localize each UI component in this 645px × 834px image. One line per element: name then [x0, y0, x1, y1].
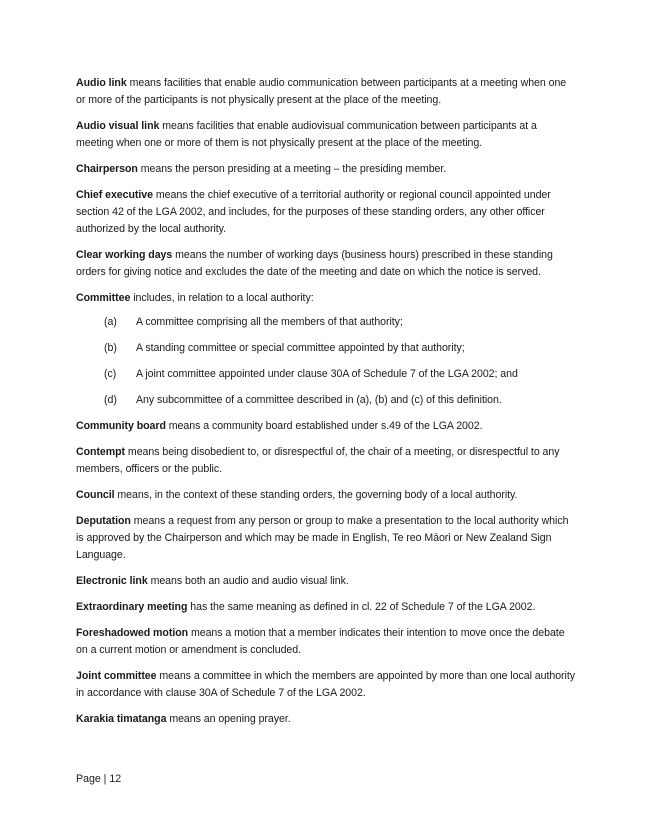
definition-electronic-link [76, 573, 576, 590]
definition-text: means facilities that enable audio communication between participants at a meeting when one or more of the participants is not physically present at the place of the meeting. [76, 77, 567, 106]
sublist-text: A joint committee appointed under clause 30A of Schedule 7 of the LGA 2002; and [136, 368, 518, 380]
definition-foreshadowed-motion [76, 625, 576, 659]
definition-text: means the number of working days (business hours) prescribed in these standing orders for giving notice and excludes the date of the meeting and date on which the notice is served. [76, 249, 553, 278]
sublist-label: (c) [104, 368, 117, 380]
definition-term: Audio link [76, 77, 127, 89]
definition-audio-visual-link [76, 118, 576, 152]
definition-term: Extraordinary meeting [76, 601, 188, 613]
definition-text: includes, in relation to a local authority: [130, 292, 314, 304]
definition-term: Clear working days [76, 249, 173, 261]
sublist-item [76, 366, 576, 383]
definition-committee [76, 290, 576, 307]
definition-term: Deputation [76, 515, 131, 527]
definition-text: means a community board established under s.49 of the LGA 2002. [165, 420, 483, 432]
definition-term: Audio visual link [76, 120, 160, 132]
definition-community-board [76, 418, 576, 435]
definition-term: Foreshadowed motion [76, 627, 189, 639]
definition-term: Community board [76, 420, 166, 432]
definition-term: Council [76, 489, 115, 501]
definition-term: Electronic link [76, 575, 148, 587]
definition-audio-link [76, 75, 576, 109]
definition-text: means an opening prayer. [166, 713, 291, 725]
definition-term: Committee [76, 292, 131, 304]
definition-term: Contempt [76, 446, 126, 458]
sublist-text: A standing committee or special committee appointed by that authority; [136, 342, 465, 354]
sublist-label: (b) [104, 342, 117, 354]
definition-text: means a request from any person or group to make a presentation to the local authority which is approved by the Chairperson and which may be made in English, Te reo Māori or New Zealand Sign Language. [76, 515, 569, 561]
definition-text: means the person presiding at a meeting – the presiding member. [137, 163, 447, 175]
definition-text: means facilities that enable audiovisual communication between participants at a meeting when one or more of them is not physically present at the place of the meeting. [76, 120, 537, 149]
definition-text: means the chief executive of a territorial authority or regional council appointed under section 42 of the LGA 2002, and includes, for the purposes of these standing orders, any other officer authorized by the local authority. [76, 189, 551, 235]
definition-term: Chairperson [76, 163, 138, 175]
definition-text: means being disobedient to, or disrespectful of, the chair of a meeting, or disrespectful to any members, officers or the public. [76, 446, 560, 475]
sublist-text: A committee comprising all the members of that authority; [136, 316, 403, 328]
definition-karakia-timatanga [76, 711, 576, 728]
page-number: Page | 12 [76, 773, 122, 785]
definition-text: means a committee in which the members are appointed by more than one local authority in accordance with clause 30A of Schedule 7 of the LGA 2002. [76, 670, 575, 699]
definition-extraordinary-meeting [76, 599, 576, 616]
sublist-item [76, 392, 576, 409]
definition-council [76, 487, 576, 504]
definition-text: means, in the context of these standing orders, the governing body of a local authority. [114, 489, 518, 501]
definition-chief-executive [76, 187, 576, 238]
definition-term: Chief executive [76, 189, 153, 201]
sublist-item [76, 340, 576, 357]
definition-term: Joint committee [76, 670, 157, 682]
definition-contempt [76, 444, 576, 478]
sublist-label: (a) [104, 316, 117, 328]
definition-deputation [76, 513, 576, 564]
definition-term: Karakia timatanga [76, 713, 167, 725]
definition-text: has the same meaning as defined in cl. 22 of Schedule 7 of the LGA 2002. [187, 601, 536, 613]
definition-chairperson [76, 161, 576, 178]
definition-text: means a motion that a member indicates their intention to move once the debate on a current motion or amendment is concluded. [76, 627, 565, 656]
sublist-label: (d) [104, 394, 117, 406]
definition-joint-committee [76, 668, 576, 702]
definition-text: means both an audio and audio visual link. [147, 575, 349, 587]
committee-sublist [76, 314, 576, 409]
document-body [76, 75, 576, 737]
definition-clear-working-days [76, 247, 576, 281]
sublist-item [76, 314, 576, 331]
sublist-text: Any subcommittee of a committee described in (a), (b) and (c) of this definition. [136, 394, 502, 406]
